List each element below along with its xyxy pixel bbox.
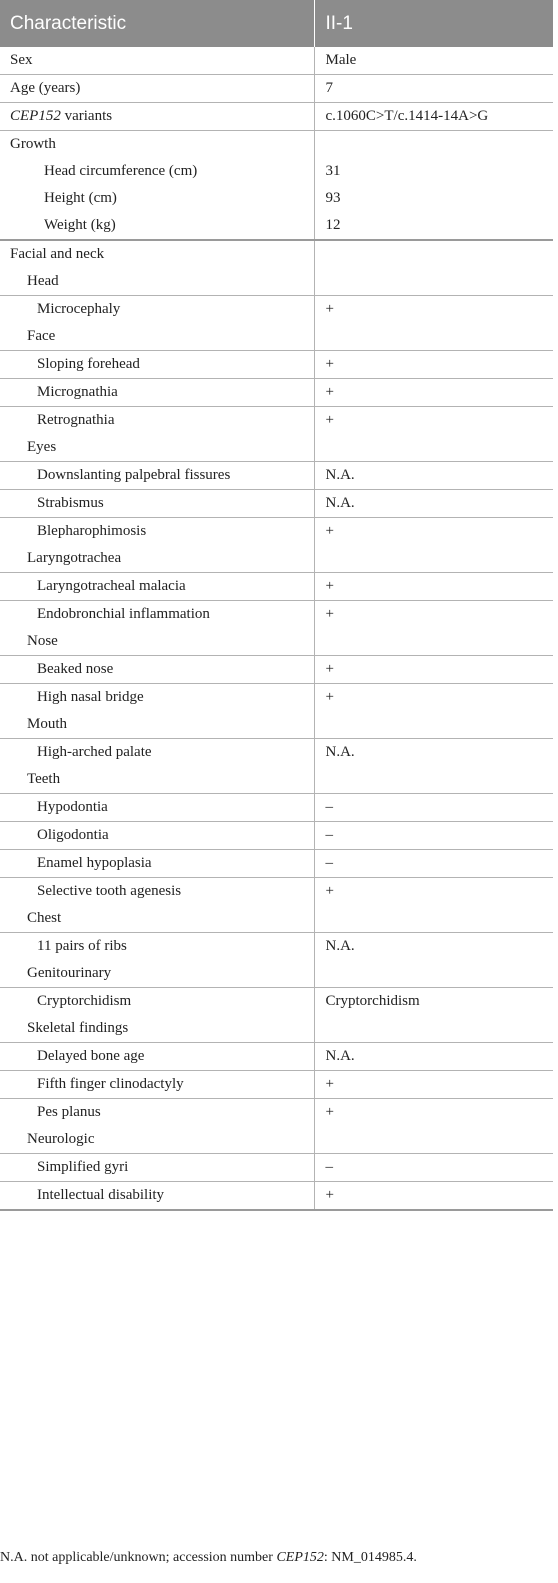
row-value: N.A.: [325, 467, 355, 483]
table-row: [0, 656, 553, 684]
row-label: Micrognathia: [37, 384, 118, 400]
row-label: High nasal bridge: [37, 689, 144, 705]
gene-name: CEP152: [10, 108, 61, 124]
table-row: [0, 518, 553, 573]
table-row: [0, 1071, 553, 1099]
subsection-label: Nose: [27, 633, 58, 649]
table-row: [0, 794, 553, 822]
row-value: +: [325, 606, 334, 622]
row-label: Selective tooth agenesis: [37, 883, 182, 899]
table-row: [0, 601, 553, 656]
row-label: Sloping forehead: [37, 356, 140, 372]
subsection-label: Eyes: [27, 439, 57, 455]
table-row: [0, 47, 553, 75]
row-value: N.A.: [325, 1048, 355, 1064]
table-row: [0, 933, 553, 988]
row-value: +: [325, 356, 334, 372]
row-value: –: [325, 1159, 333, 1175]
header-patient: II-1: [314, 0, 553, 47]
row-label: Cryptorchidism: [37, 993, 132, 1009]
row-label: Oligodontia: [37, 827, 109, 843]
row-value: 7: [325, 80, 333, 96]
row-label: Simplified gyri: [37, 1159, 129, 1175]
row-value: N.A.: [325, 744, 355, 760]
footnote-accession: : NM_014985.4.: [323, 1550, 417, 1565]
row-label: Weight (kg): [44, 217, 116, 233]
row-value: c.1060C>T/c.1414-14A>G: [325, 108, 489, 124]
table-row: [0, 850, 553, 878]
row-value: +: [325, 1187, 334, 1203]
row-value: +: [325, 384, 334, 400]
row-label: Sex: [10, 52, 33, 68]
row-value: 93: [325, 190, 341, 206]
table-row: [0, 988, 553, 1043]
subsection-label: Laryngotrachea: [27, 550, 122, 566]
table-row: [0, 1099, 553, 1154]
row-value: +: [325, 1104, 334, 1120]
table-row: [0, 822, 553, 850]
row-label: 11 pairs of ribs: [37, 938, 127, 954]
row-label: Age (years): [10, 80, 81, 96]
subsection-label: Teeth: [27, 771, 61, 787]
subsection-label: Neurologic: [27, 1131, 95, 1147]
row-label: Microcephaly: [37, 301, 121, 317]
table-header: [0, 0, 553, 47]
table-row: [0, 75, 553, 103]
section-label: Growth: [10, 136, 56, 152]
table-row: [0, 1154, 553, 1182]
table-row: [0, 240, 553, 296]
footnote-text: N.A. not applicable/unknown; accession number: [0, 1550, 277, 1565]
row-value: Cryptorchidism: [325, 993, 420, 1009]
section-label: Facial and neck: [10, 246, 105, 262]
subsection-label: Head: [27, 273, 59, 289]
row-value: +: [325, 301, 334, 317]
row-label: Head circumference (cm): [44, 163, 198, 179]
row-label: Hypodontia: [37, 799, 108, 815]
table-row: [0, 1182, 553, 1211]
label-text: variants: [60, 108, 113, 124]
row-value: –: [325, 799, 333, 815]
table-row: [0, 462, 553, 490]
row-label: Enamel hypoplasia: [37, 855, 152, 871]
table-row: [0, 739, 553, 794]
gene-name: CEP152: [276, 1550, 324, 1565]
row-value: Male: [325, 52, 357, 68]
table-row: [0, 1043, 553, 1071]
table-row: [0, 684, 553, 739]
row-value: –: [325, 855, 333, 871]
row-value: +: [325, 412, 334, 428]
row-value: +: [325, 1076, 334, 1092]
row-label: High-arched palate: [37, 744, 152, 760]
row-label: Intellectual disability: [37, 1187, 165, 1203]
subsection-label: Skeletal findings: [27, 1020, 129, 1036]
row-label: Pes planus: [37, 1104, 101, 1120]
table-row: [0, 407, 553, 462]
subsection-label: Chest: [27, 910, 62, 926]
row-label: [0, 103, 314, 130]
subsection-label: Mouth: [27, 716, 68, 732]
subsection-label: Face: [27, 328, 56, 344]
row-value: N.A.: [325, 495, 355, 511]
table-row: [0, 103, 553, 131]
table-row: [0, 490, 553, 518]
subsection-label: Genitourinary: [27, 965, 112, 981]
table-row: [0, 351, 553, 379]
row-value: +: [325, 578, 334, 594]
row-label: Strabismus: [37, 495, 104, 511]
row-label: Fifth finger clinodactyly: [37, 1076, 184, 1092]
row-value: +: [325, 523, 334, 539]
table-footnote: [0, 1550, 558, 1566]
header-characteristic: Characteristic: [0, 0, 314, 47]
table-row: [0, 296, 553, 351]
row-label: Laryngotracheal malacia: [37, 578, 186, 594]
row-label: Blepharophimosis: [37, 523, 147, 539]
table-row: [0, 878, 553, 933]
row-value: N.A.: [325, 938, 355, 954]
row-label: Delayed bone age: [37, 1048, 145, 1064]
row-label: Endobronchial inflammation: [37, 606, 210, 622]
row-value: +: [325, 661, 334, 677]
table-row: [0, 379, 553, 407]
row-value: +: [325, 883, 334, 899]
table-row: [0, 131, 553, 241]
row-label: Beaked nose: [37, 661, 114, 677]
row-value: 12: [325, 217, 341, 233]
row-value: +: [325, 689, 334, 705]
table-row: [0, 573, 553, 601]
row-value: 31: [325, 163, 341, 179]
row-label: Retrognathia: [37, 412, 115, 428]
row-value: –: [325, 827, 333, 843]
row-label: Height (cm): [44, 190, 117, 206]
row-label: Downslanting palpebral fissures: [37, 467, 231, 483]
